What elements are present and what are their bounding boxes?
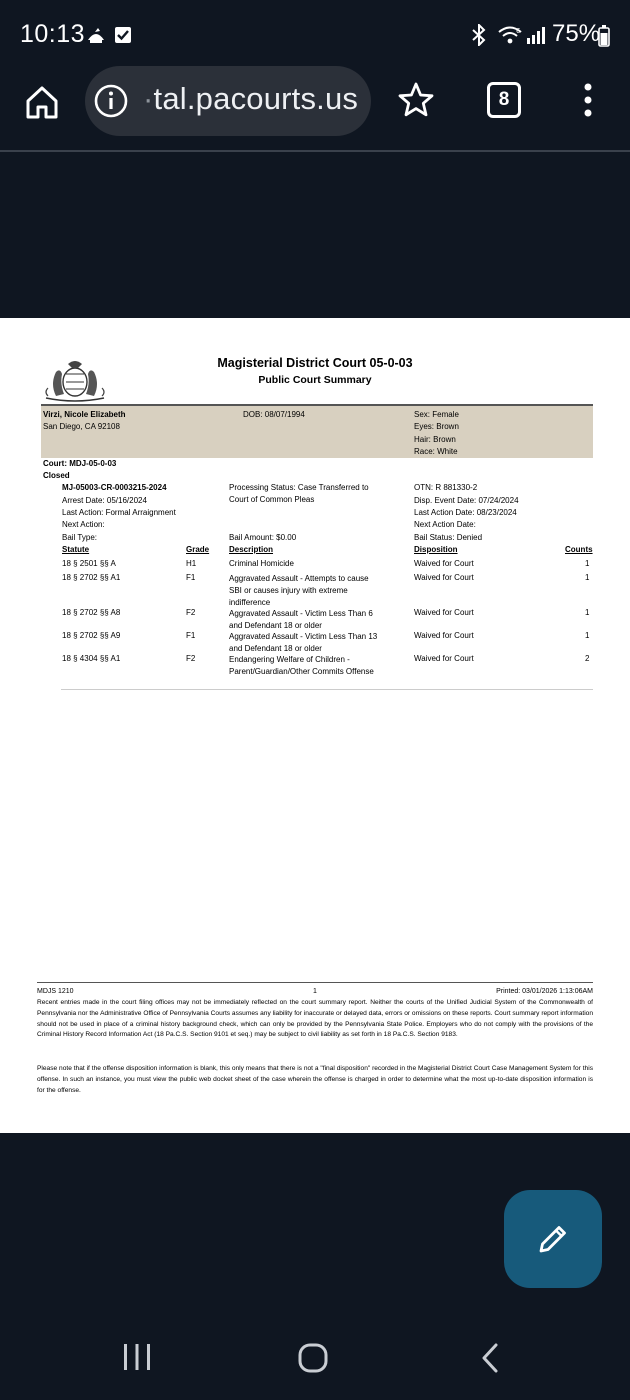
- arrest-date: Arrest Date: 05/16/2024: [62, 496, 147, 505]
- disposition-note: Please note that if the offense disposition information is blank, this only means that there is not a "final disposition" recorded in the Magisterial District Court Case Management System for this offense. In such an instance, you must view the public web docket sheet of the case wherein the offense is charged in order to determine what the most up-to-date disposition information is for the offense.: [37, 1065, 593, 1094]
- court-subtitle: Public Court Summary: [258, 374, 372, 386]
- last-action: Last Action: Formal Arraignment: [62, 508, 176, 517]
- charge-statute: 18 § 2702 §§ A1: [62, 573, 121, 582]
- system-nav-bar: [0, 1310, 630, 1400]
- charge-counts: 1: [585, 573, 590, 582]
- status-bar: [0, 0, 630, 70]
- home-icon[interactable]: [24, 84, 60, 120]
- pencil-edit-icon: [535, 1221, 571, 1257]
- site-info-icon[interactable]: [93, 83, 129, 119]
- more-menu-icon[interactable]: [578, 82, 598, 118]
- svg-text:6: 6: [516, 27, 521, 35]
- charge-disposition: Waived for Court: [414, 573, 474, 582]
- next-action: Next Action:: [62, 520, 105, 529]
- defendant-dob: DOB: 08/07/1994: [243, 410, 305, 419]
- back-icon[interactable]: [478, 1342, 502, 1374]
- bail-status: Bail Status: Denied: [414, 533, 483, 542]
- defendant-address: San Diego, CA 92108: [43, 422, 120, 431]
- charge-description-cont: and Defendant 18 or older: [229, 644, 322, 653]
- printed-timestamp: Printed: 03/01/2026 1:13:06AM: [496, 988, 593, 995]
- charges-divider: [61, 689, 593, 690]
- charge-statute: 18 § 4304 §§ A1: [62, 654, 121, 663]
- charge-disposition: Waived for Court: [414, 631, 474, 640]
- tabs-icon[interactable]: 8: [487, 82, 521, 118]
- bookmark-star-icon[interactable]: [397, 81, 435, 119]
- disp-event-date: Disp. Event Date: 07/24/2024: [414, 496, 519, 505]
- charge-grade: F2: [186, 654, 196, 663]
- url-truncated-prefix: ·: [143, 81, 154, 116]
- charge-description-cont: Parent/Guardian/Other Commits Offense: [229, 667, 374, 676]
- footer-rule: [37, 982, 593, 983]
- url-domain: tal.pacourts.us: [153, 81, 359, 116]
- defendant-eyes: Eyes: Brown: [414, 422, 459, 431]
- charge-disposition: Waived for Court: [414, 559, 474, 568]
- charge-grade: F1: [186, 573, 196, 582]
- court-title: Magisterial District Court 05-0-03: [217, 356, 413, 370]
- charge-disposition: Waived for Court: [414, 608, 474, 617]
- header-disposition: Disposition: [414, 545, 458, 554]
- court-id: Court: MDJ-05-0-03: [43, 459, 117, 468]
- charge-grade: F2: [186, 608, 196, 617]
- case-status: Closed: [43, 471, 70, 480]
- charge-counts: 2: [585, 654, 590, 663]
- defendant-hair: Hair: Brown: [414, 435, 456, 444]
- otn: OTN: R 881330-2: [414, 483, 478, 492]
- charge-description-cont: SBI or causes injury with extreme: [229, 586, 348, 595]
- defendant-sex: Sex: Female: [414, 410, 459, 419]
- header-grade: Grade: [186, 545, 210, 554]
- form-id: MDJS 1210: [37, 988, 74, 995]
- charge-statute: 18 § 2501 §§ A: [62, 559, 116, 568]
- bluetooth-icon: [470, 24, 488, 46]
- charge-description: Criminal Homicide: [229, 559, 294, 568]
- processing-status: Processing Status: Case Transferred to: [229, 483, 369, 492]
- charge-description: Aggravated Assault - Attempts to cause: [229, 574, 369, 583]
- wifi-icon: [497, 24, 523, 46]
- charge-description-cont: indifference: [229, 598, 271, 607]
- next-action-date: Next Action Date:: [414, 520, 476, 529]
- url-text[interactable]: [143, 81, 358, 117]
- bail-type: Bail Type:: [62, 533, 97, 542]
- charge-counts: 1: [585, 608, 590, 617]
- edit-fab-button[interactable]: [504, 1190, 602, 1288]
- checkbox-notification-icon: [114, 26, 132, 44]
- signal-icon: [526, 26, 546, 44]
- pdf-page[interactable]: [0, 318, 630, 1133]
- defendant-race: Race: White: [414, 447, 458, 456]
- charge-grade: F1: [186, 631, 196, 640]
- defendant-name: Virzi, Nicole Elizabeth: [43, 410, 126, 419]
- recent-apps-icon[interactable]: [121, 1342, 153, 1372]
- battery-percent: 75%: [552, 20, 601, 47]
- charge-counts: 1: [585, 559, 590, 568]
- page-number: 1: [313, 988, 317, 995]
- charge-description: Aggravated Assault - Victim Less Than 6: [229, 609, 373, 618]
- charge-grade: H1: [186, 559, 197, 568]
- battery-icon: [598, 25, 610, 47]
- docket-number: MJ-05003-CR-0003215-2024: [62, 483, 167, 492]
- charge-statute: 18 § 2702 §§ A8: [62, 608, 121, 617]
- home-nav-icon[interactable]: [297, 1342, 329, 1374]
- charge-description: Aggravated Assault - Victim Less Than 13: [229, 632, 378, 641]
- animal-crossing-notification-icon: [86, 26, 106, 46]
- processing-status-cont: Court of Common Pleas: [229, 495, 315, 504]
- header-counts: Counts: [565, 545, 593, 554]
- charge-counts: 1: [585, 631, 590, 640]
- bail-amount: Bail Amount: $0.00: [229, 533, 297, 542]
- disclaimer-text: Recent entries made in the court filing offices may not be immediately reflected on the court summary report. Neither the courts of the Unified Judicial System of the Commonwealth of Pennsylvania nor the Administrative Office of Pennsylvania Courts assumes any liability for inaccurate or delayed data, errors or omissions on these reports. Court summary report information should not be used in place of a criminal history background check, which can only be provided by the Pennsylvania State Police. Employers who do not comply with the provisions of the Criminal History Record Information Act (18 Pa.C.S. Section 9101 et seq.) may be subject to civil liability as set forth in 18 Pa.C.S. Section 9183.: [37, 999, 593, 1039]
- charge-statute: 18 § 2702 §§ A9: [62, 631, 121, 640]
- toolbar-divider: [0, 150, 630, 152]
- charge-description-cont: and Defendant 18 or older: [229, 621, 322, 630]
- header-description: Description: [229, 545, 274, 554]
- header-statute: Statute: [62, 545, 90, 554]
- last-action-date: Last Action Date: 08/23/2024: [414, 508, 517, 517]
- charge-description: Endangering Welfare of Children -: [229, 655, 350, 664]
- browser-toolbar: [0, 62, 630, 150]
- status-time: 10:13: [20, 20, 86, 48]
- charge-disposition: Waived for Court: [414, 654, 474, 663]
